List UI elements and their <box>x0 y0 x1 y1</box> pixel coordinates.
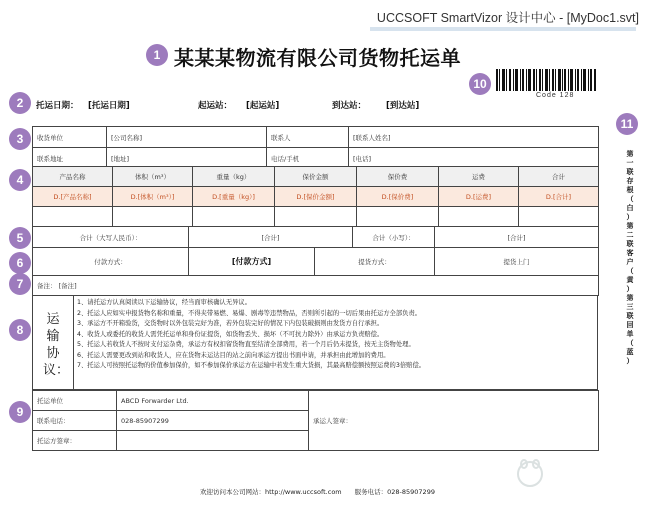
consignee-unit-label: 收货单位 <box>33 127 107 148</box>
table-row <box>33 391 599 411</box>
phone-value[interactable]: [电话] <box>349 148 599 169</box>
window-title: UCCSOFT SmartVizor 设计中心 - [MyDoc1.svt] <box>376 11 639 25</box>
side-char: （ <box>626 195 634 203</box>
goods-blank-cell[interactable] <box>113 207 193 227</box>
shipper-sign-value[interactable] <box>117 431 309 451</box>
table-row <box>33 248 599 276</box>
side-char: ） <box>626 357 634 365</box>
agreement-clause: 6、托运人需要更改到站和收货人，应在货物未运达目的站之前向承运方提出书面申请，并承担由此增加的费用。 <box>77 351 390 359</box>
step-badge-11: 11 <box>616 113 638 135</box>
agreement-clause: 7、托运人可按照托运物的价值参加保价，如不参加保价承运方在运输中若发生重大货损，其最高赔偿额按照运费的3倍赔偿。 <box>77 362 426 369</box>
step-badge-1: 1 <box>146 44 168 66</box>
agreement-label: 运输协议： <box>43 312 70 378</box>
destination-value[interactable]: [到达站] <box>386 101 420 111</box>
goods-header: 保价费 <box>357 167 439 187</box>
payment-method-value[interactable]: [付款方式] <box>189 248 315 276</box>
side-char: 客 <box>626 249 634 257</box>
footer-contact: 欢迎访问本公司网站：http://www.uccsoft.com 服务电话：028-85907299 <box>200 488 435 496</box>
total-lower-label: 合计（小写）： <box>353 227 435 248</box>
address-value[interactable]: [地址] <box>107 148 267 169</box>
totals-table <box>32 226 599 248</box>
document-title[interactable]: 某某某物流有限公司货物托运单 <box>174 46 461 70</box>
side-char: 第 <box>626 294 634 302</box>
goods-header: 体积（m³） <box>113 167 193 187</box>
consignee-unit-value[interactable]: [公司名称] <box>107 127 267 148</box>
table-row <box>33 127 599 148</box>
side-char: 回 <box>626 321 634 329</box>
side-char: 联 <box>626 168 634 176</box>
barcode-image[interactable] <box>496 69 596 91</box>
side-char: 联 <box>626 312 634 320</box>
step-badge-6: 6 <box>9 252 31 274</box>
step-badge-9: 9 <box>9 401 31 423</box>
carrier-sign-label: 承运人签章： <box>313 417 352 425</box>
shipper-sign-label: 托运方签章： <box>33 431 117 451</box>
destination-label: 到达站： <box>332 101 367 111</box>
goods-header: 产品名称 <box>33 167 113 187</box>
transport-agreement <box>32 295 598 390</box>
side-char: 根 <box>626 186 634 194</box>
ship-date-label: 托运日期： <box>36 101 79 111</box>
title-underline <box>370 27 636 31</box>
copy-note-vertical <box>624 150 636 366</box>
payment-method-label: 付款方式： <box>33 248 189 276</box>
goods-cell[interactable]: D.[重量（kg）] <box>193 187 275 207</box>
pickup-method-label: 提货方式： <box>315 248 435 276</box>
goods-header: 运费 <box>439 167 519 187</box>
agreement-clause: 3、承运方不开箱验货，交货物时以外包装完好为准，若外包装完好的情况下内包装破损则由发货方自行承担。 <box>77 320 384 327</box>
total-upper-label: 合计（大写人民币）： <box>33 227 189 248</box>
goods-blank-cell[interactable] <box>519 207 599 227</box>
payment-table <box>32 247 599 276</box>
side-char: 三 <box>626 303 634 311</box>
address-label: 联系地址 <box>33 148 107 169</box>
agreement-clause: 4、收货人或委托的收货人需凭托运单和身份证提货，如货物丢失、损坏（不可抗力除外）由承运方负责赔偿。 <box>77 330 384 338</box>
side-char: （ <box>626 339 634 347</box>
goods-cell[interactable]: D.[保价金额] <box>275 187 357 207</box>
step-badge-4: 4 <box>9 169 31 191</box>
shipper-unit-value[interactable]: ABCD Forwarder Ltd. <box>117 391 309 411</box>
side-char: 单 <box>626 330 634 338</box>
remark-label: 备注： <box>37 282 57 290</box>
goods-data-row <box>33 187 599 207</box>
side-char: 第 <box>626 150 634 158</box>
agreement-clause: 1、请托运方认真阅读以下运输协议，经当面审核确认无异议。 <box>77 299 252 306</box>
goods-cell[interactable]: D.[运费] <box>439 187 519 207</box>
origin-label: 起运站： <box>198 101 233 111</box>
step-badge-2: 2 <box>9 92 31 114</box>
consignee-info-table <box>32 126 599 169</box>
contact-value[interactable]: [联系人姓名] <box>349 127 599 148</box>
shipper-unit-label: 托运单位 <box>33 391 117 411</box>
goods-header: 合计 <box>519 167 599 187</box>
agreement-clause: 2、托运人应如实申报货物名称和重量，不得夹带易燃、易爆、剧毒等违禁物品，否则所引起的一切后果由托运方全部负责。 <box>77 309 422 317</box>
total-lower-value[interactable]: [合计] <box>435 227 599 248</box>
goods-table <box>32 166 599 227</box>
goods-blank-cell[interactable] <box>193 207 275 227</box>
table-row <box>33 227 599 248</box>
contact-label: 联系人 <box>267 127 349 148</box>
side-char: 第 <box>626 222 634 230</box>
pickup-method-value[interactable]: 提货上门 <box>435 248 599 276</box>
watermark-logo <box>510 452 660 492</box>
shipper-sign-table <box>32 390 599 451</box>
side-char: （ <box>626 267 634 275</box>
goods-header: 重量（kg） <box>193 167 275 187</box>
goods-cell[interactable]: D.[产品名称] <box>33 187 113 207</box>
step-badge-3: 3 <box>9 128 31 150</box>
total-upper-value[interactable]: [合计] <box>189 227 353 248</box>
origin-value[interactable]: [起运站] <box>246 101 280 111</box>
goods-cell[interactable]: D.[体积（m³）] <box>113 187 193 207</box>
side-char: 户 <box>626 258 634 266</box>
goods-cell[interactable]: D.[保价费] <box>357 187 439 207</box>
ship-date-value[interactable]: [托运日期] <box>88 101 130 111</box>
shipper-phone-value[interactable]: 028-85907299 <box>117 411 309 431</box>
agreement-clause: 5、托运人若收货人不按时支付运杂费，承运方有权扣留货物直至结清全部费用，若一个月后仍未提货，按无主货物处理。 <box>77 341 415 348</box>
goods-header: 保价金额 <box>275 167 357 187</box>
carrier-sign-cell[interactable] <box>309 391 599 451</box>
goods-cell[interactable]: D.[合计] <box>519 187 599 207</box>
side-char: 黄 <box>626 276 634 284</box>
goods-blank-row <box>33 207 599 227</box>
agreement-clauses[interactable] <box>77 298 598 372</box>
remark-table <box>32 275 599 296</box>
side-char: 一 <box>626 159 634 167</box>
step-badge-7: 7 <box>9 273 31 295</box>
side-char: ） <box>626 213 634 221</box>
barcode-caption: Code 128 <box>536 92 575 99</box>
remark-cell[interactable] <box>33 276 599 296</box>
side-char: 二 <box>626 231 634 239</box>
side-char: ） <box>626 285 634 293</box>
goods-blank-cell[interactable] <box>275 207 357 227</box>
remark-value[interactable]: [备注] <box>58 282 77 290</box>
phone-label: 电话/手机 <box>267 148 349 169</box>
goods-blank-cell[interactable] <box>357 207 439 227</box>
goods-blank-cell[interactable] <box>33 207 113 227</box>
table-row <box>33 276 599 296</box>
side-char: 蓝 <box>626 348 634 356</box>
goods-header-row <box>33 167 599 187</box>
step-badge-10: 10 <box>469 73 491 95</box>
side-char: 存 <box>626 177 634 185</box>
side-char: 白 <box>626 204 634 212</box>
side-char: 联 <box>626 240 634 248</box>
shipper-phone-label: 联系电话： <box>33 411 117 431</box>
agreement-divider <box>73 296 74 389</box>
step-badge-5: 5 <box>9 227 31 249</box>
step-badge-8: 8 <box>9 319 31 341</box>
goods-blank-cell[interactable] <box>439 207 519 227</box>
